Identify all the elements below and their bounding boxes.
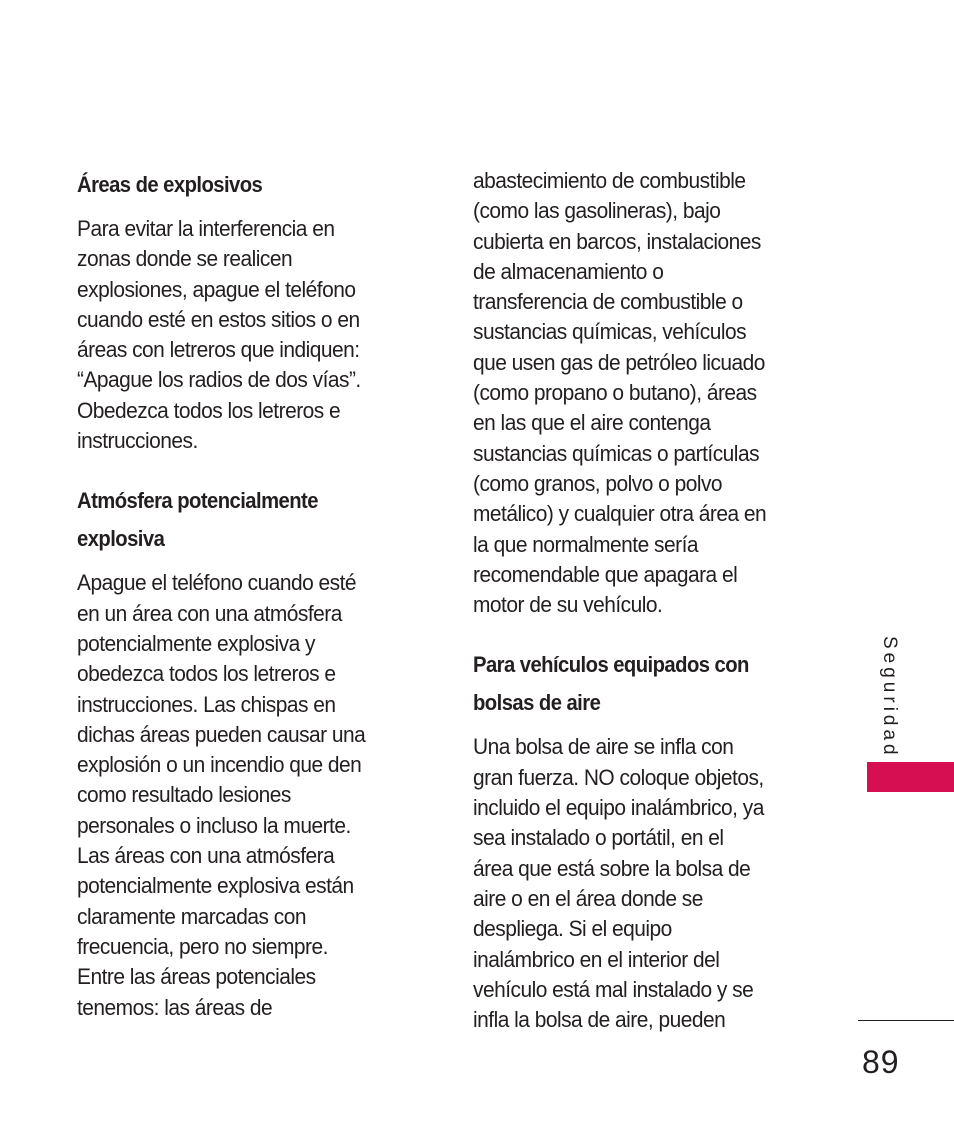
section-heading-airbags: Para vehículos equipados con bolsas de aire [473, 652, 749, 716]
section-heading-explosive-atmosphere: Atmósfera potencialmente explosiva [77, 488, 318, 552]
section-side-label: Seguridad [879, 636, 900, 759]
spacer [77, 456, 427, 482]
right-column [473, 166, 823, 1035]
section-tab-marker [867, 762, 954, 792]
paragraph-fuel-areas: abastecimiento de combustible (como las gasolineras), bajo cubierta en barcos, instalaciones de almacenamiento o transferencia de combustible o sustancias químicas, vehículos que usen gas de petróleo licuado (como propano o butano), áreas en las que el aire contenga sustancias químicas o partículas (como granos, polvo o polvo metálico) y cualquier otra área en la que normalmente sería recomendable que apagara el motor de su vehículo. [473, 168, 767, 618]
page-number: 89 [862, 1044, 900, 1080]
paragraph-explosives: Para evitar la interferencia en zonas donde se realicen explosiones, apague el teléfono cuando esté en estos sitios o en áreas con letreros que indiquen: “Apague los radios de dos vías”. Obedezca todos los letreros e instrucciones. [77, 216, 361, 454]
left-column [77, 166, 427, 1023]
paragraph-explosive-atmosphere: Apague el teléfono cuando esté en un área con una atmósfera potencialmente explosiva y obedezca todos los letreros e instrucciones. Las chispas en dichas áreas pueden causar una explosión o un incendio que den como resultado lesiones personales o incluso la muerte. Las áreas con una atmósfera potencialmente explosiva están claramente marcadas con frecuencia, pero no siempre. Entre las áreas potenciales tenemos: las áreas de [77, 570, 366, 1020]
spacer [473, 620, 823, 646]
paragraph-airbags: Una bolsa de aire se infla con gran fuerza. NO coloque objetos, incluido el equipo inalámbrico, ya sea instalado o portátil, en el área que está sobre la bolsa de aire o en el área donde se despliega. Si el equipo inalámbrico en el interior del vehículo está mal instalado y se infla la bolsa de aire, pueden [473, 734, 764, 1033]
section-heading-explosives: Áreas de explosivos [77, 172, 263, 197]
page-number-rule [858, 1020, 954, 1021]
